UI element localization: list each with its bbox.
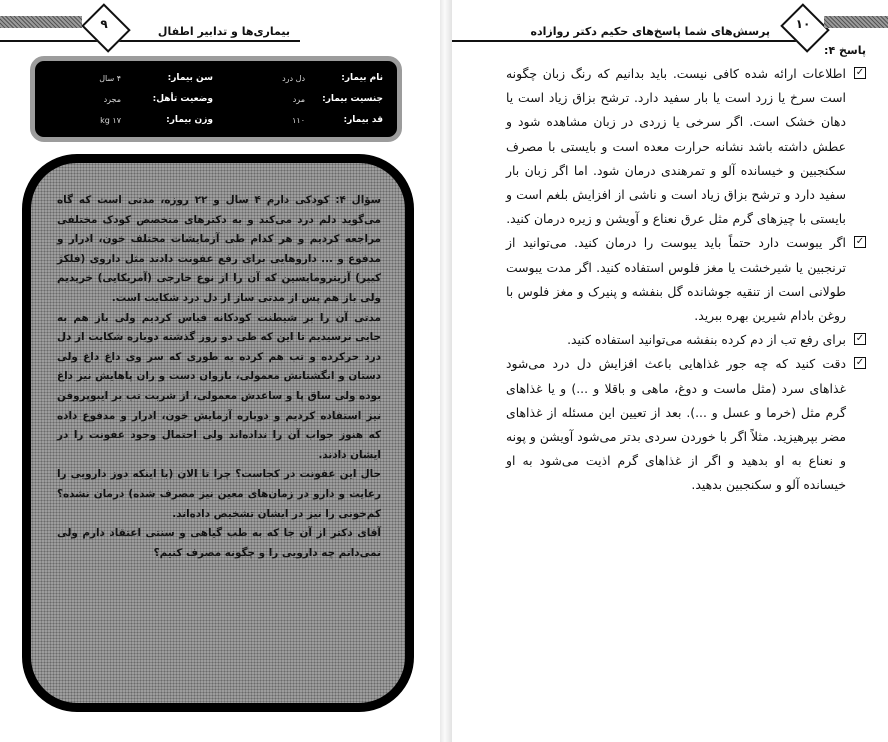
question-paragraph: سؤال ۴: کودکی دارم ۴ سال و ۲۲ روزه، مدتی است که گاه می‌گوید دلم درد می‌کند و به دکترهای متخصص کودک مختلفی مراجعه کردیم و هر کدام طی آزمایشات مختلف خون، ادرار و مدفوع و ... داروهایی برای رفع عفونت دادند مثل داروی (فلکژ کبیر) آزیترومایسین که آن را از نوع خارجی (آمریکایی) خریدیم ولی باز هم پس از مدتی ساز از دل درد شکایت است.	[57, 194, 381, 304]
patient-weight-label: وزن بیمار:	[166, 115, 213, 125]
answer-item	[506, 62, 866, 231]
question-paragraph: آقای دکتر از آن جا که به طب گیاهی و سنتی اعتقاد دارم ولی نمی‌دانم چه دارویی را و چگونه مصرف کنیم؟	[57, 527, 381, 559]
patient-weight-value: ۱۷ kg	[100, 116, 121, 125]
patient-marital-value: مجرد	[103, 95, 121, 104]
patient-row	[43, 73, 383, 89]
question-box	[22, 154, 414, 712]
answer-item	[506, 231, 866, 328]
answer-text: دقت کنید که چه جور غذاهایی باعث افزایش دل درد می‌شود غذاهای سرد (مثل ماست و دوغ، ماهی و باقلا و ...) و یا غذاهای گرم مثل (خرما و عسل و ...). بعد از تعیین این مسئله از غذاهای مضر بپرهیزید. مثلاً اگر با خوردن سردی بدتر می‌شود آویشن و پونه و نعناع به او بدهید و اگر از غذاهای گرم اذیت می‌شود به او خیسانده آلو و سکنجبین بدهید.	[506, 356, 846, 493]
patient-age-label: سن بیمار:	[167, 73, 213, 83]
answer-text: اگر یبوست دارد حتماً باید یبوست را درمان کنید. می‌توانید از ترنجبین یا شیرخشت یا مغز فلوس استفاده کنید. اگر مدت یبوست طولانی است از تنقیه جوشانده گل بنفشه و پنیرک و مغز فلوس با روغن بادام شیرین بهره ببرید.	[506, 235, 846, 324]
patient-gender-label: جنسیت بیمار:	[322, 94, 383, 104]
answer-heading: پاسخ ۴:	[824, 44, 866, 57]
patient-name-label: نام بیمار:	[341, 73, 383, 83]
header-bar-decoration	[0, 16, 82, 28]
patient-marital-label: وضعیت تأهل:	[152, 94, 213, 104]
answer-text: برای رفع تب از دم کرده بنفشه می‌توانید استفاده کنید.	[567, 332, 846, 348]
page-number: ۹	[100, 17, 108, 31]
patient-height-label: قد بیمار:	[343, 115, 383, 125]
right-page	[452, 0, 888, 742]
checkbox-icon: ✓	[855, 357, 865, 369]
header-bar-decoration	[824, 16, 888, 28]
patient-row	[43, 94, 383, 110]
patient-height-value: ۱۱۰	[292, 116, 305, 125]
patient-name-value: دل درد	[282, 74, 305, 83]
answer-item	[506, 352, 866, 497]
patient-gender-value: مرد	[292, 95, 305, 104]
answer-list	[506, 62, 866, 498]
question-paragraph: حال این عفونت در کجاست؟ چرا تا الان (با اینکه دوز دارویی را رعایت و دارو در زمان‌های معین نیز مصرف شده) درمان نشده؟ کم‌خونی را نیز در ایشان تشخیص داده‌اند.	[57, 468, 381, 520]
question-text	[57, 191, 381, 563]
answer-text: اطلاعات ارائه شده کافی نیست. باید بدانیم که رنگ زبان چگونه است سرخ یا زرد است یا بار سفید دارد. ترشح بزاق زیاد است یا دهان خشک است. اگر سرخی یا زردی در زبان مشاهده شود و عطش داشته باشد نشانه حرارت معده است و بایستی با مصرف سکنجبین و خیسانده آلو و تمرهندی درمان شود. اما اگر زبان بار سفید دارد و ترشح بزاق زیاد است و ناشی از افزایش بلغم است و بایستی با چیزهای گرم مثل عرق نعناع و آویشن و زیره درمان کنید.	[506, 66, 846, 227]
question-paragraph: مدتی آن را بر شیطنت کودکانه قیاس کردیم ولی باز هم به جایی نرسیدیم تا این که طی دو روز گذشته دوباره شکایت از دل درد حرکرده و تب هم کرده به طوری که سر وی داغ داغ ولی دستان و انگشتانش معمولی، بازوان دست و ران پاهایش نیز داغ بوده ولی ساق پا و ساعدش معمولی، از شربت تب بر ایبوپروفن نیز استفاده کردیم و دوباره آزمایش خون، ادرار و مدفوع داده که هنوز جواب آن را نداده‌اند ولی احتمال وجود عفونت را در ایشان دادند.	[57, 311, 381, 461]
page-number: ۱۰	[795, 17, 811, 31]
header-title: پرسش‌های شما پاسخ‌های حکیم دکتر روازاده	[530, 25, 770, 38]
header-title: بیماری‌ها و تدابیر اطفال	[157, 25, 290, 38]
book-gutter	[440, 0, 452, 742]
patient-card	[30, 56, 402, 142]
header-underline	[452, 40, 796, 42]
checkbox-icon: ✓	[855, 67, 865, 78]
left-page	[0, 0, 440, 742]
checkbox-icon: ✓	[855, 333, 865, 345]
patient-age-value: ۴ سال	[99, 74, 121, 83]
header-underline	[0, 40, 300, 42]
answer-item	[506, 328, 866, 352]
checkbox-icon: ✓	[855, 236, 865, 248]
patient-row	[43, 115, 383, 131]
